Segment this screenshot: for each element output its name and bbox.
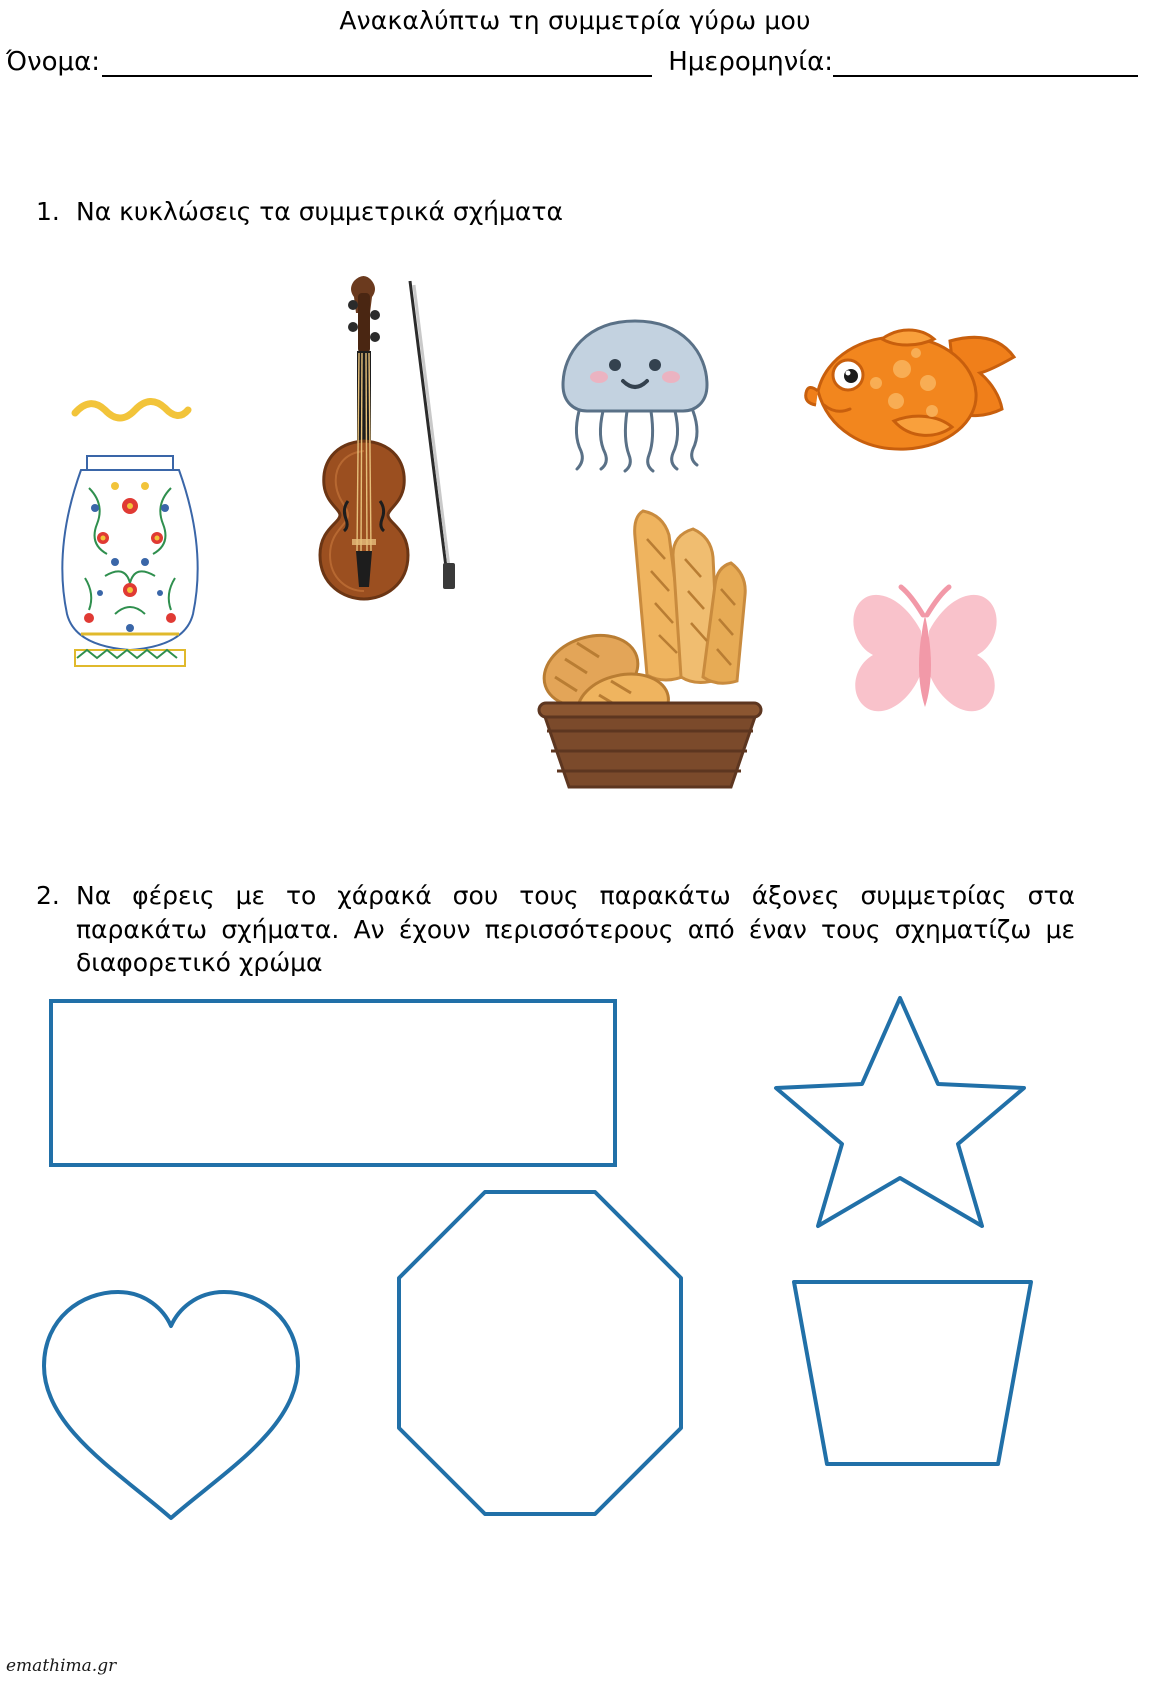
task-2 bbox=[0, 879, 1150, 980]
task-1 bbox=[0, 195, 1150, 229]
date-input-line[interactable] bbox=[833, 49, 1138, 77]
picture-gallery bbox=[0, 263, 1150, 793]
jellyfish-image[interactable] bbox=[545, 303, 725, 488]
bread-basket-image[interactable] bbox=[525, 493, 775, 798]
name-input-line[interactable] bbox=[102, 49, 652, 77]
heart-shape[interactable] bbox=[26, 1278, 316, 1528]
star-shape[interactable] bbox=[770, 992, 1030, 1237]
violin-image[interactable] bbox=[300, 263, 480, 608]
student-info-row bbox=[0, 35, 1150, 77]
site-watermark: emathima.gr bbox=[6, 1656, 117, 1676]
rectangle-shape[interactable] bbox=[48, 998, 618, 1173]
butterfly-image[interactable] bbox=[845, 573, 1005, 728]
task-1-text: Να κυκλώσεις τα συμμετρικά σχήματα bbox=[76, 197, 563, 226]
name-label: Όνομα: bbox=[6, 47, 100, 77]
shape-gallery bbox=[0, 998, 1150, 1558]
vase-image[interactable] bbox=[45, 378, 215, 683]
fish-image[interactable] bbox=[790, 313, 1020, 478]
page-title: Ανακαλύπτω τη συμμετρία γύρω μου bbox=[339, 6, 811, 35]
task-2-text: Να φέρεις με το χάρακά σου τους παρακάτω άξονες συμμετρίας στα παρακάτω σχήματα. Αν έχουν περισσότερους από έναν τους σχηματίζω με διαφορετικό χρώμα bbox=[76, 880, 1075, 978]
task-1-number: 1. bbox=[36, 197, 60, 226]
octagon-shape[interactable] bbox=[395, 1188, 685, 1523]
trapezoid-shape[interactable] bbox=[780, 1278, 1045, 1473]
task-2-number: 2. bbox=[36, 880, 60, 910]
date-label: Ημερομηνία: bbox=[668, 47, 833, 77]
